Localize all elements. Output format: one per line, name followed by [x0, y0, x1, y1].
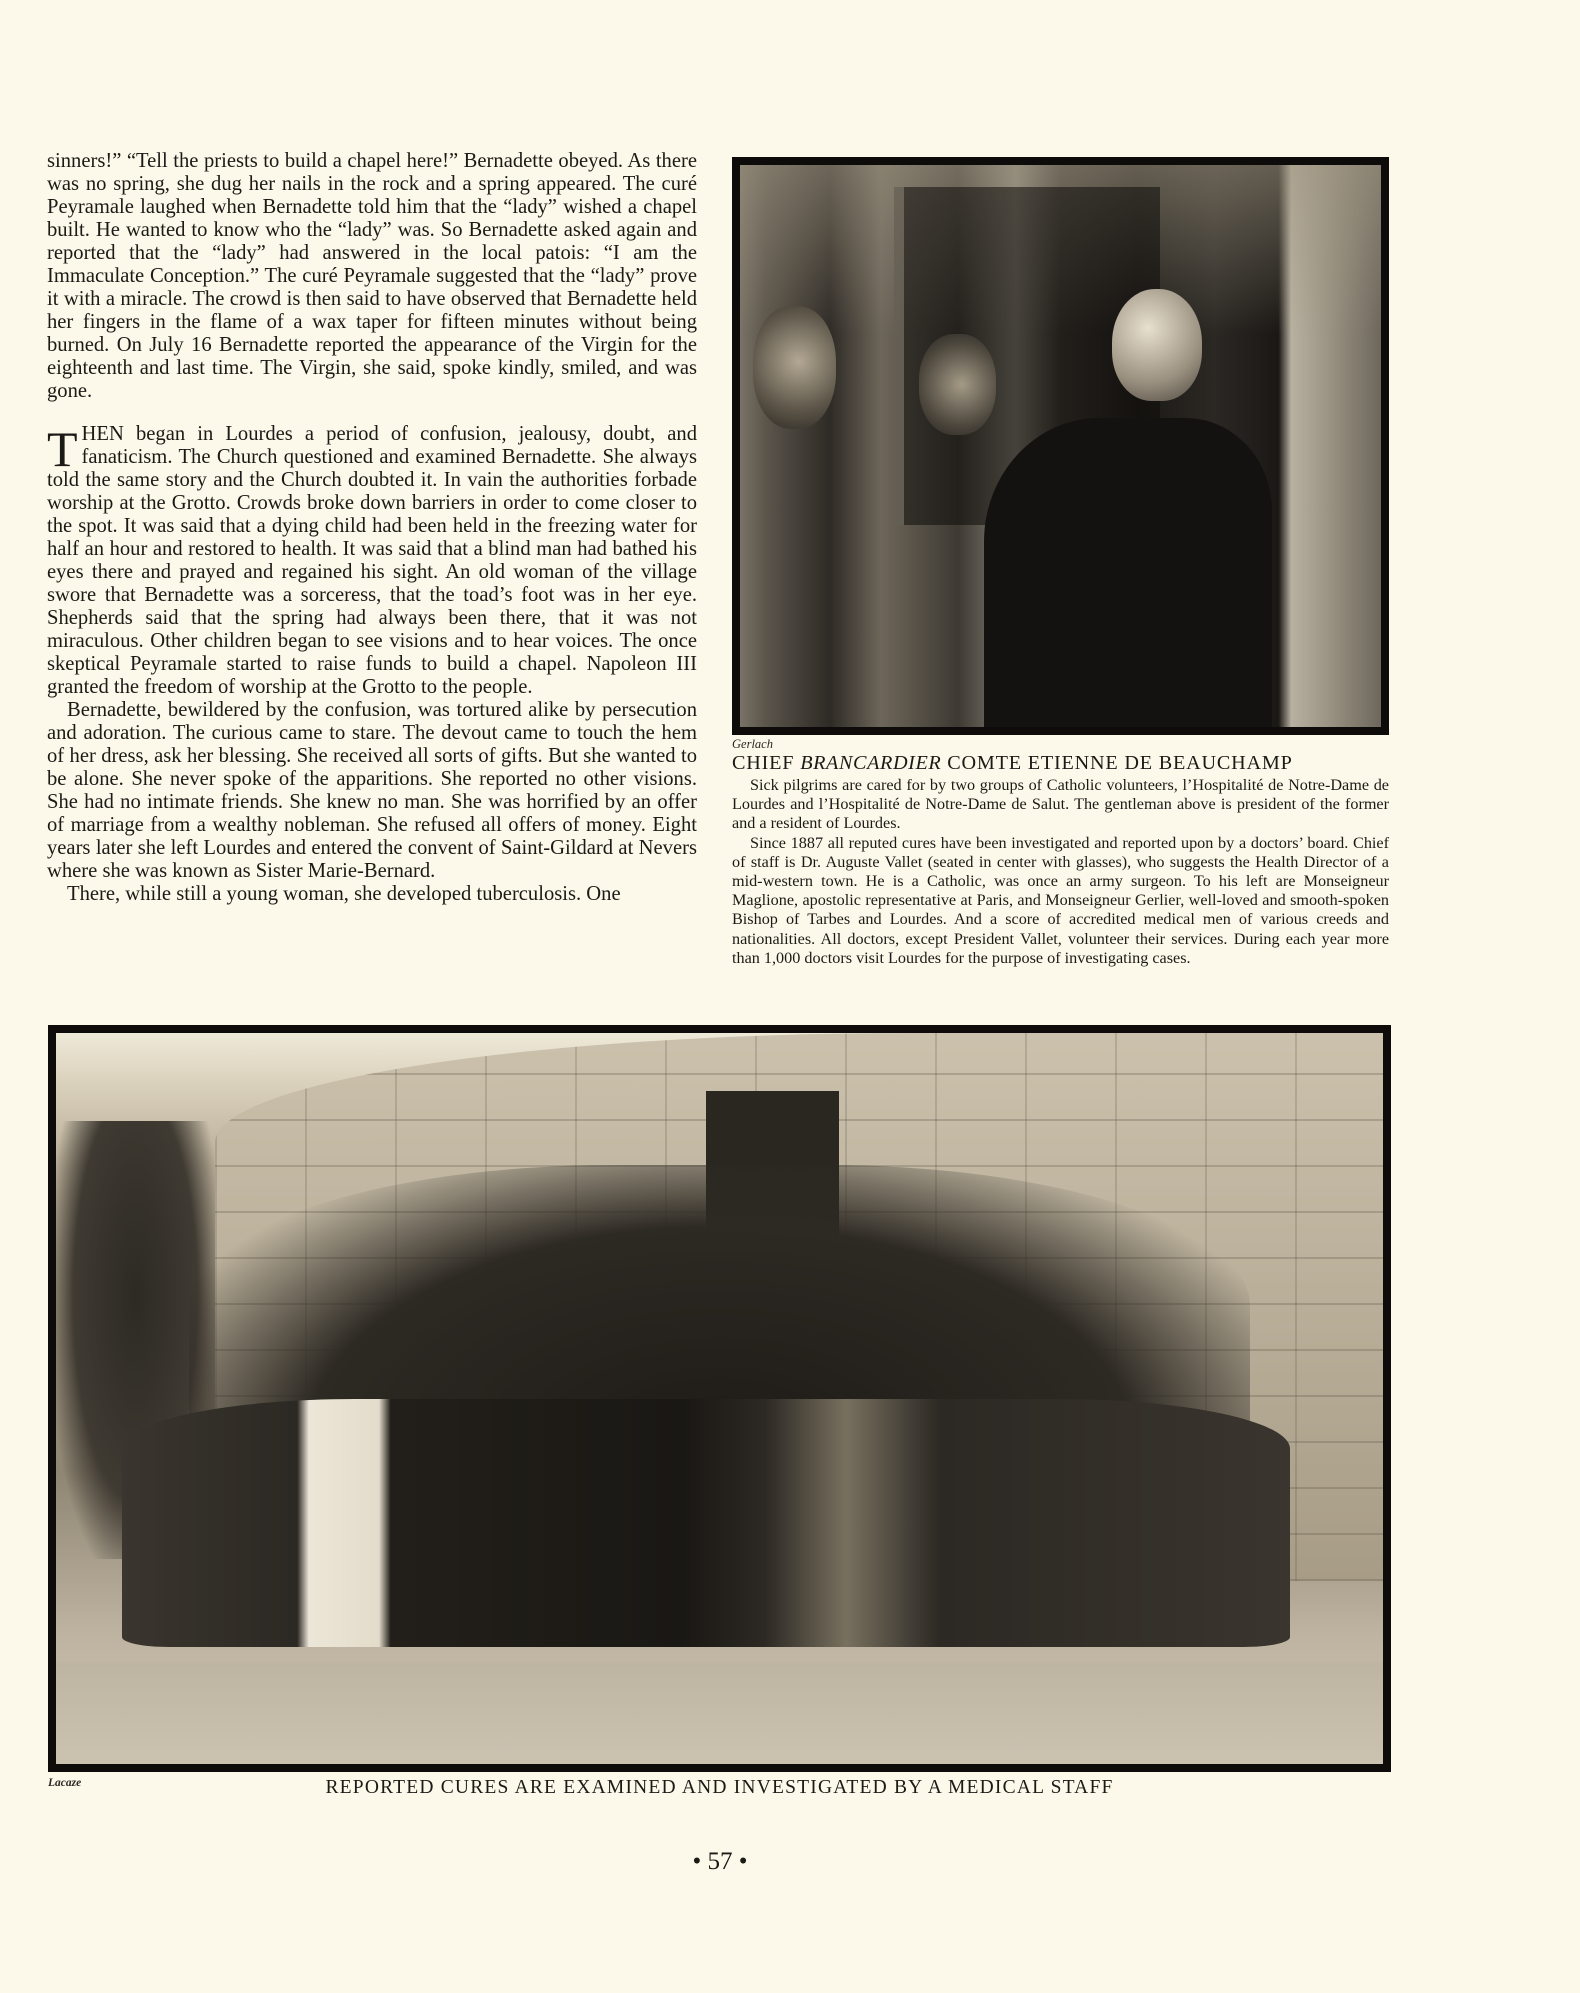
article-paragraph-2: [47, 423, 697, 699]
caption-title-italic: BRANCARDIER: [800, 752, 942, 774]
group-photo-caption: REPORTED CURES ARE EXAMINED AND INVESTIGATED BY A MEDICAL STAFF: [325, 1777, 1114, 1798]
article-paragraph-4: There, while still a young woman, she developed tuberculosis. One: [67, 883, 621, 905]
photo-caption-body: [732, 776, 1389, 968]
article-column: [47, 150, 697, 906]
photo-medical-staff-group: [48, 1025, 1391, 1772]
article-paragraph-2-text: HEN began in Lourdes a period of confusion, jealousy, doubt, and fanaticism. The Church questioned and examined Bernadette. She always told the same story and the Church doubted it. In vain the authorities forbade worship at the Grotto. Crowds broke down barriers in order to come closer to the spot. It was said that a dying child had been held in the freezing water for half an hour and restored to health. It was said that a blind man had bathed his eyes there and prayed and regained his sight. An old woman of the village swore that Bernadette was a sorceress, that the toad’s foot was in her eye. Shepherds said that the spring had always been there, that it was not miraculous. Other children began to see visions and to hear voices. The once skeptical Peyramale started to raise funds to build a chapel. Napoleon III granted the freedom of worship at the Grotto to the people.: [47, 423, 697, 698]
drop-cap: T: [47, 421, 78, 477]
caption-paragraph-1: Sick pilgrims are cared for by two groups of Catholic volunteers, l’Hospitalité de Notre-Dame de Lourdes and l’Hospitalité de Notre-Dame de Salut. The gentleman above is president of the former and a resident of Lourdes.: [732, 776, 1389, 833]
caption-title-suffix: COMTE ETIENNE DE BEAUCHAMP: [947, 752, 1293, 774]
article-paragraph-1: sinners!” “Tell the priests to build a chapel here!” Bernadette obeyed. As there was no spring, she dug her nails in the rock and a spring appeared. The curé Peyramale laughed when Bernadette told him that the “lady” wished a chapel built. He wanted to know who the “lady” was. So Bernadette asked again and reported that the “lady” had answered in the local patois: “I am the Immaculate Conception.” The curé Peyramale suggested that the “lady” prove it with a miracle. The crowd is then said to have observed that Bernadette held her fingers in the flame of a wax taper for fifteen minutes without being burned. On July 16 Bernadette reported the appearance of the Virgin for the eighteenth and last time. The Virgin, she said, spoke kindly, smiled, and was gone.: [47, 150, 697, 402]
photo-credit-gerlach: Gerlach: [732, 737, 773, 751]
photo-image: [740, 165, 1381, 727]
photo-credit-lacaze: Lacaze: [48, 1777, 82, 1789]
article-paragraph-3: Bernadette, bewildered by the confusion, was tortured alike by persecution and adoration. The curious came to stare. The devout came to touch the hem of her dress, ask her blessing. She received all sorts of gifts. But she wanted to be alone. She never spoke of the apparitions. She reported no other visions. She had no intimate friends. She knew no man. She was horrified by an offer of marriage from a wealthy nobleman. She refused all offers of money. Eight years later she left Lourdes and entered the convent of Saint-Gildard at Nevers where she was known as Sister Marie-Bernard.: [47, 699, 697, 882]
photo-image: [56, 1033, 1383, 1764]
page-number: • 57 •: [692, 1848, 748, 1875]
caption-paragraph-2: Since 1887 all reputed cures have been investigated and reported upon by a doctors’ board. Chief of staff is Dr. Auguste Vallet (seated in center with glasses), who suggests the Health Director of a mid-western town. He is a Catholic, was once an army surgeon. To his left are Monseigneur Maglione, apostolic representative at Paris, and Monseigneur Gerlier, well-loved and smooth-spoken Bishop of Tarbes and Lourdes. And a score of accredited medical men of various creeds and nationalities. All doctors, except President Vallet, volunteer their services. During each year more than 1,000 doctors visit Lourdes for the purpose of investigating cases.: [732, 833, 1389, 967]
photo-caption-title: [732, 752, 1389, 775]
photo-comte-de-beauchamp: [732, 157, 1389, 735]
caption-title-prefix: CHIEF: [732, 752, 795, 774]
